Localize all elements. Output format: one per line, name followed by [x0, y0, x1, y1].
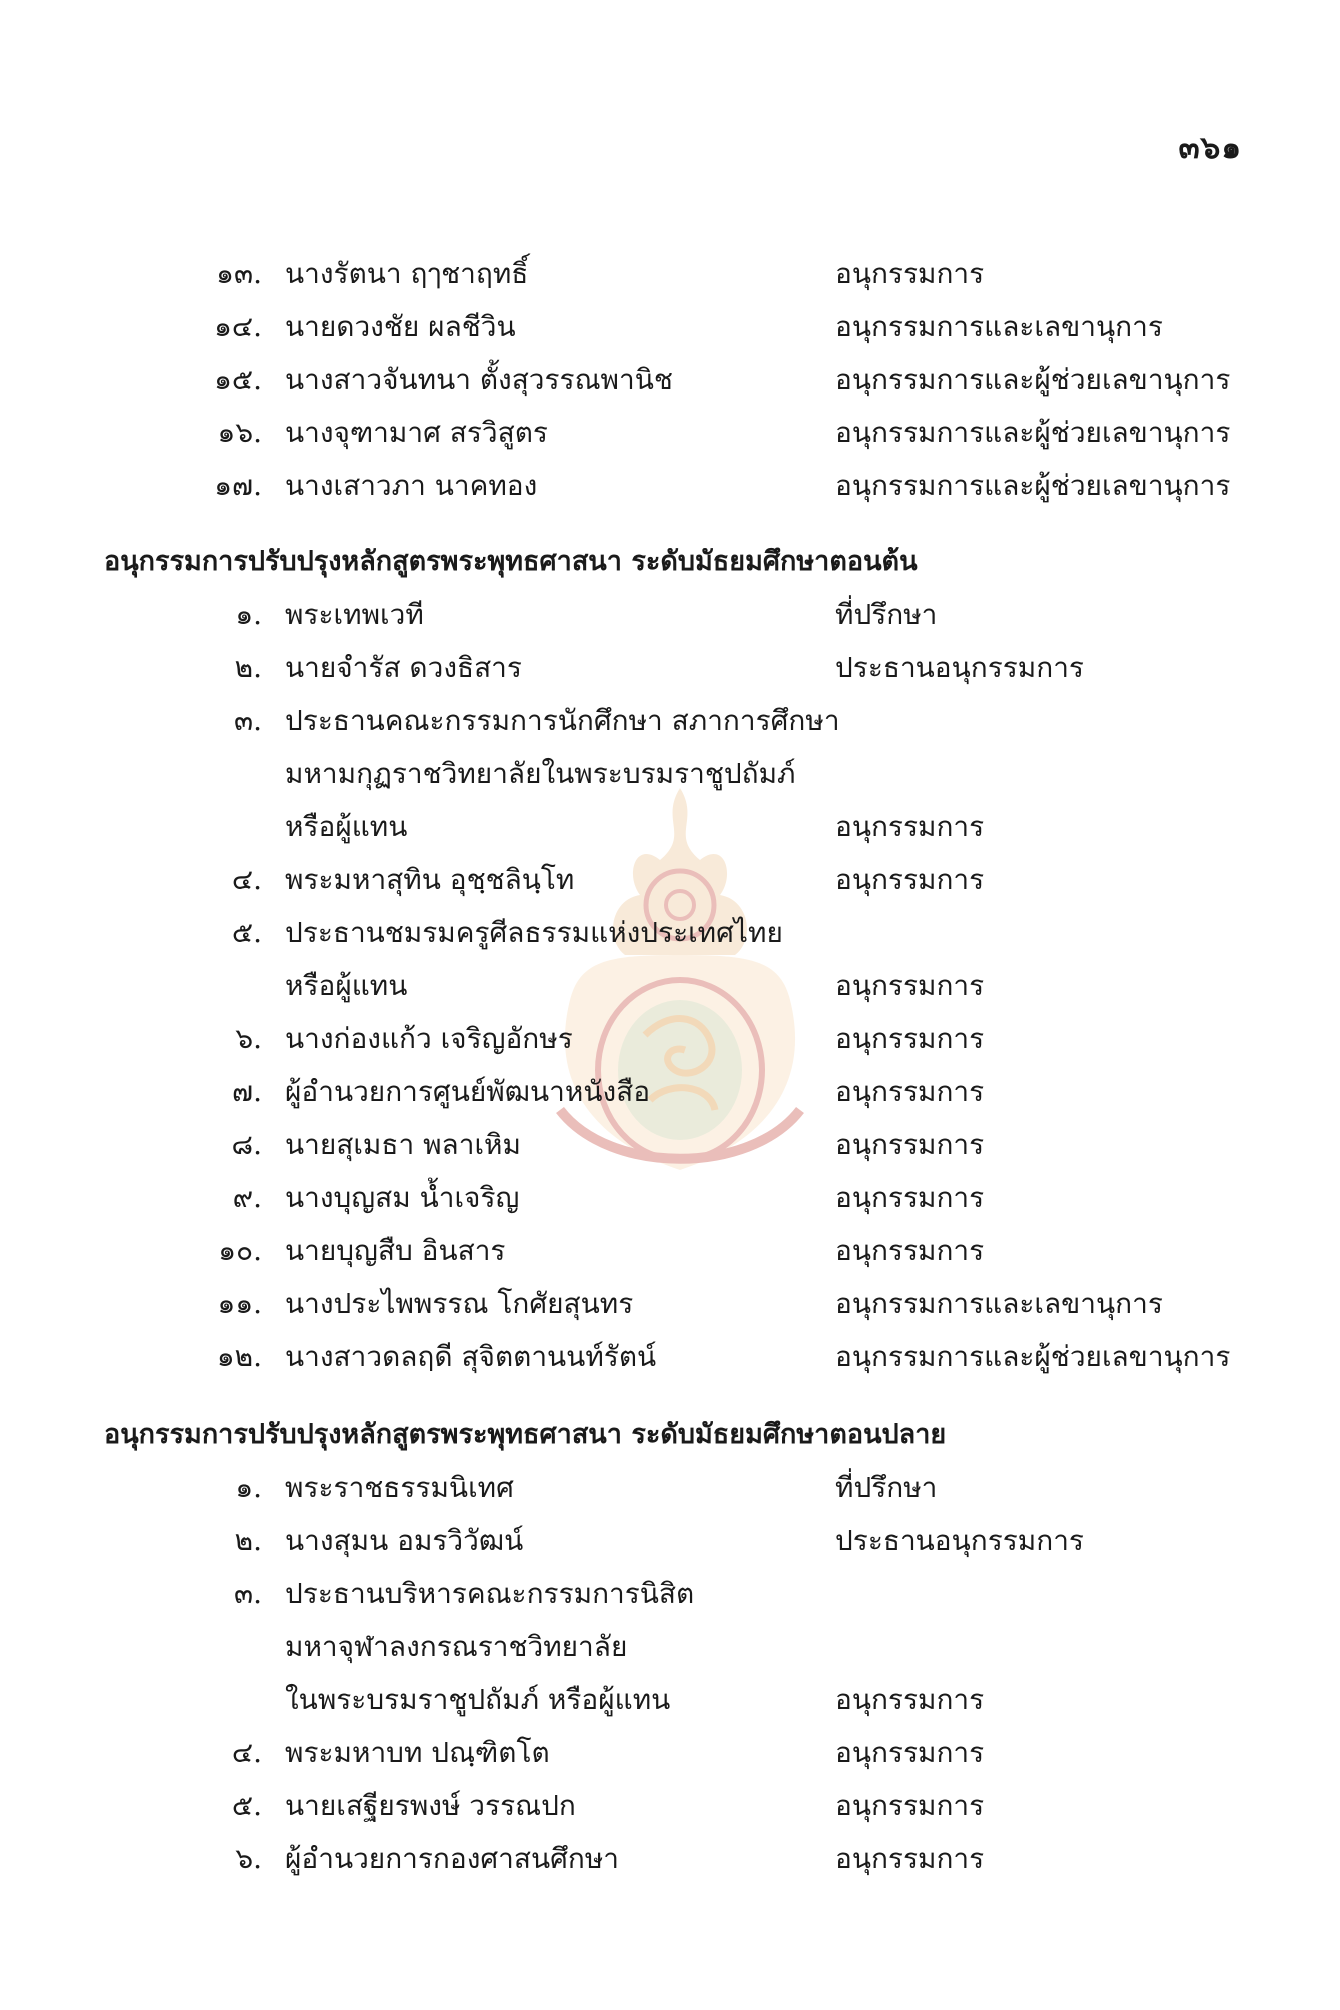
- member-role: อนุกรรมการ: [835, 810, 985, 843]
- member-name: นางประไพพรรณ โกศัยสุนทร: [285, 1287, 634, 1320]
- member-name: ประธานบริหารคณะกรรมการนิสิต: [285, 1577, 695, 1610]
- member-role: อนุกรรมการ: [835, 969, 985, 1002]
- member-name: พระมหาบท ปณฺฑิตโต: [285, 1736, 550, 1769]
- item-number: ๕.: [231, 916, 262, 949]
- item-number: ๓.: [233, 1577, 262, 1610]
- item-number: ๓.: [233, 704, 262, 737]
- member-role: อนุกรรมการ: [835, 257, 985, 290]
- item-number: ๘.: [231, 1128, 262, 1161]
- member-role: อนุกรรมการ: [835, 1075, 985, 1108]
- member-name: ประธานชมรมครูศีลธรรมแห่งประเทศไทย: [285, 916, 783, 949]
- item-number: ๑๐.: [218, 1234, 262, 1267]
- item-number: ๙.: [232, 1181, 262, 1214]
- member-name: ผู้อำนวยการศูนย์พัฒนาหนังสือ: [285, 1075, 651, 1108]
- member-name: นางสุมน อมรวิวัฒน์: [285, 1524, 524, 1557]
- member-name: นายเสฐียรพงษ์ วรรณปก: [285, 1789, 576, 1822]
- member-role: อนุกรรมการ: [835, 1683, 985, 1716]
- page-number: ๓๖๑: [1178, 130, 1242, 166]
- member-role: อนุกรรมการและผู้ช่วยเลขานุการ: [835, 416, 1231, 449]
- item-number: ๑๖.: [217, 416, 262, 449]
- member-name: ในพระบรมราชูปถัมภ์ หรือผู้แทน: [285, 1683, 671, 1716]
- member-name: นางก่องแก้ว เจริญอักษร: [285, 1022, 573, 1055]
- member-role: อนุกรรมการ: [835, 863, 985, 896]
- item-number: ๖.: [235, 1842, 262, 1875]
- member-role: อนุกรรมการ: [835, 1022, 985, 1055]
- item-number: ๑๑.: [217, 1287, 262, 1320]
- member-name: นายจำรัส ดวงธิสาร: [285, 651, 522, 684]
- item-number: ๔.: [231, 1736, 262, 1769]
- section-heading: อนุกรรมการปรับปรุงหลักสูตรพระพุทธศาสนา ระดับมัธยมศึกษาตอนปลาย: [104, 1419, 947, 1450]
- member-role: อนุกรรมการ: [835, 1181, 985, 1214]
- item-number: ๑๓.: [216, 257, 262, 290]
- member-name: หรือผู้แทน: [285, 810, 408, 843]
- section-heading: อนุกรรมการปรับปรุงหลักสูตรพระพุทธศาสนา ระดับมัธยมศึกษาตอนต้น: [104, 546, 918, 577]
- item-number: ๕.: [231, 1789, 262, 1822]
- member-name: หรือผู้แทน: [285, 969, 408, 1002]
- member-role: อนุกรรมการและเลขานุการ: [835, 1287, 1163, 1320]
- member-role: อนุกรรมการและผู้ช่วยเลขานุการ: [835, 363, 1231, 396]
- item-number: ๑๕.: [214, 363, 262, 396]
- member-role: ประธานอนุกรรมการ: [835, 651, 1084, 684]
- member-role: อนุกรรมการและเลขานุการ: [835, 310, 1163, 343]
- member-role: อนุกรรมการ: [835, 1234, 985, 1267]
- item-number: ๑๗.: [214, 469, 262, 502]
- member-name: นางสาวดลฤดี สุจิตตานนท์รัตน์: [285, 1340, 657, 1373]
- member-name: พระมหาสุทิน อุชฺชลินฺโท: [285, 863, 575, 896]
- member-role: อนุกรรมการ: [835, 1789, 985, 1822]
- member-name: มหาจุฬาลงกรณราชวิทยาลัย: [285, 1630, 628, 1663]
- item-number: ๑.: [235, 598, 262, 631]
- member-name: ประธานคณะกรรมการนักศึกษา สภาการศึกษา: [285, 704, 840, 737]
- item-number: ๒.: [234, 1524, 262, 1557]
- member-name: มหามกุฏราชวิทยาลัยในพระบรมราชูปถัมภ์: [285, 757, 796, 790]
- item-number: ๒.: [234, 651, 262, 684]
- item-number: ๑๒.: [216, 1340, 262, 1373]
- member-name: นางบุญสม น้ำเจริญ: [285, 1181, 520, 1214]
- item-number: ๑.: [235, 1471, 262, 1504]
- member-role: อนุกรรมการและผู้ช่วยเลขานุการ: [835, 469, 1231, 502]
- item-number: ๗.: [232, 1075, 262, 1108]
- member-name: ผู้อำนวยการกองศาสนศึกษา: [285, 1842, 620, 1875]
- member-name: นางเสาวภา นาคทอง: [285, 469, 538, 502]
- member-role: อนุกรรมการ: [835, 1842, 985, 1875]
- member-role: อนุกรรมการ: [835, 1128, 985, 1161]
- member-role: อนุกรรมการและผู้ช่วยเลขานุการ: [835, 1340, 1231, 1373]
- member-role: ที่ปรึกษา: [835, 1471, 938, 1504]
- member-name: นางจุฑามาศ สรวิสูตร: [285, 416, 548, 449]
- item-number: ๔.: [231, 863, 262, 896]
- item-number: ๑๔.: [214, 310, 262, 343]
- member-role: ที่ปรึกษา: [835, 598, 938, 631]
- item-number: ๖.: [235, 1022, 262, 1055]
- member-role: ประธานอนุกรรมการ: [835, 1524, 1084, 1557]
- member-name: นายดวงชัย ผลชีวิน: [285, 310, 516, 343]
- member-name: พระเทพเวที: [285, 598, 424, 631]
- member-name: นางรัตนา ฤๅชาฤทธิ์: [285, 257, 529, 290]
- ministry-seal-icon: [550, 780, 810, 1180]
- member-name: นายสุเมธา พลาเหิม: [285, 1128, 521, 1161]
- member-name: พระราชธรรมนิเทศ: [285, 1471, 514, 1504]
- member-name: นายบุญสืบ อินสาร: [285, 1234, 506, 1267]
- member-role: อนุกรรมการ: [835, 1736, 985, 1769]
- member-name: นางสาวจันทนา ตั้งสุวรรณพานิช: [285, 363, 673, 396]
